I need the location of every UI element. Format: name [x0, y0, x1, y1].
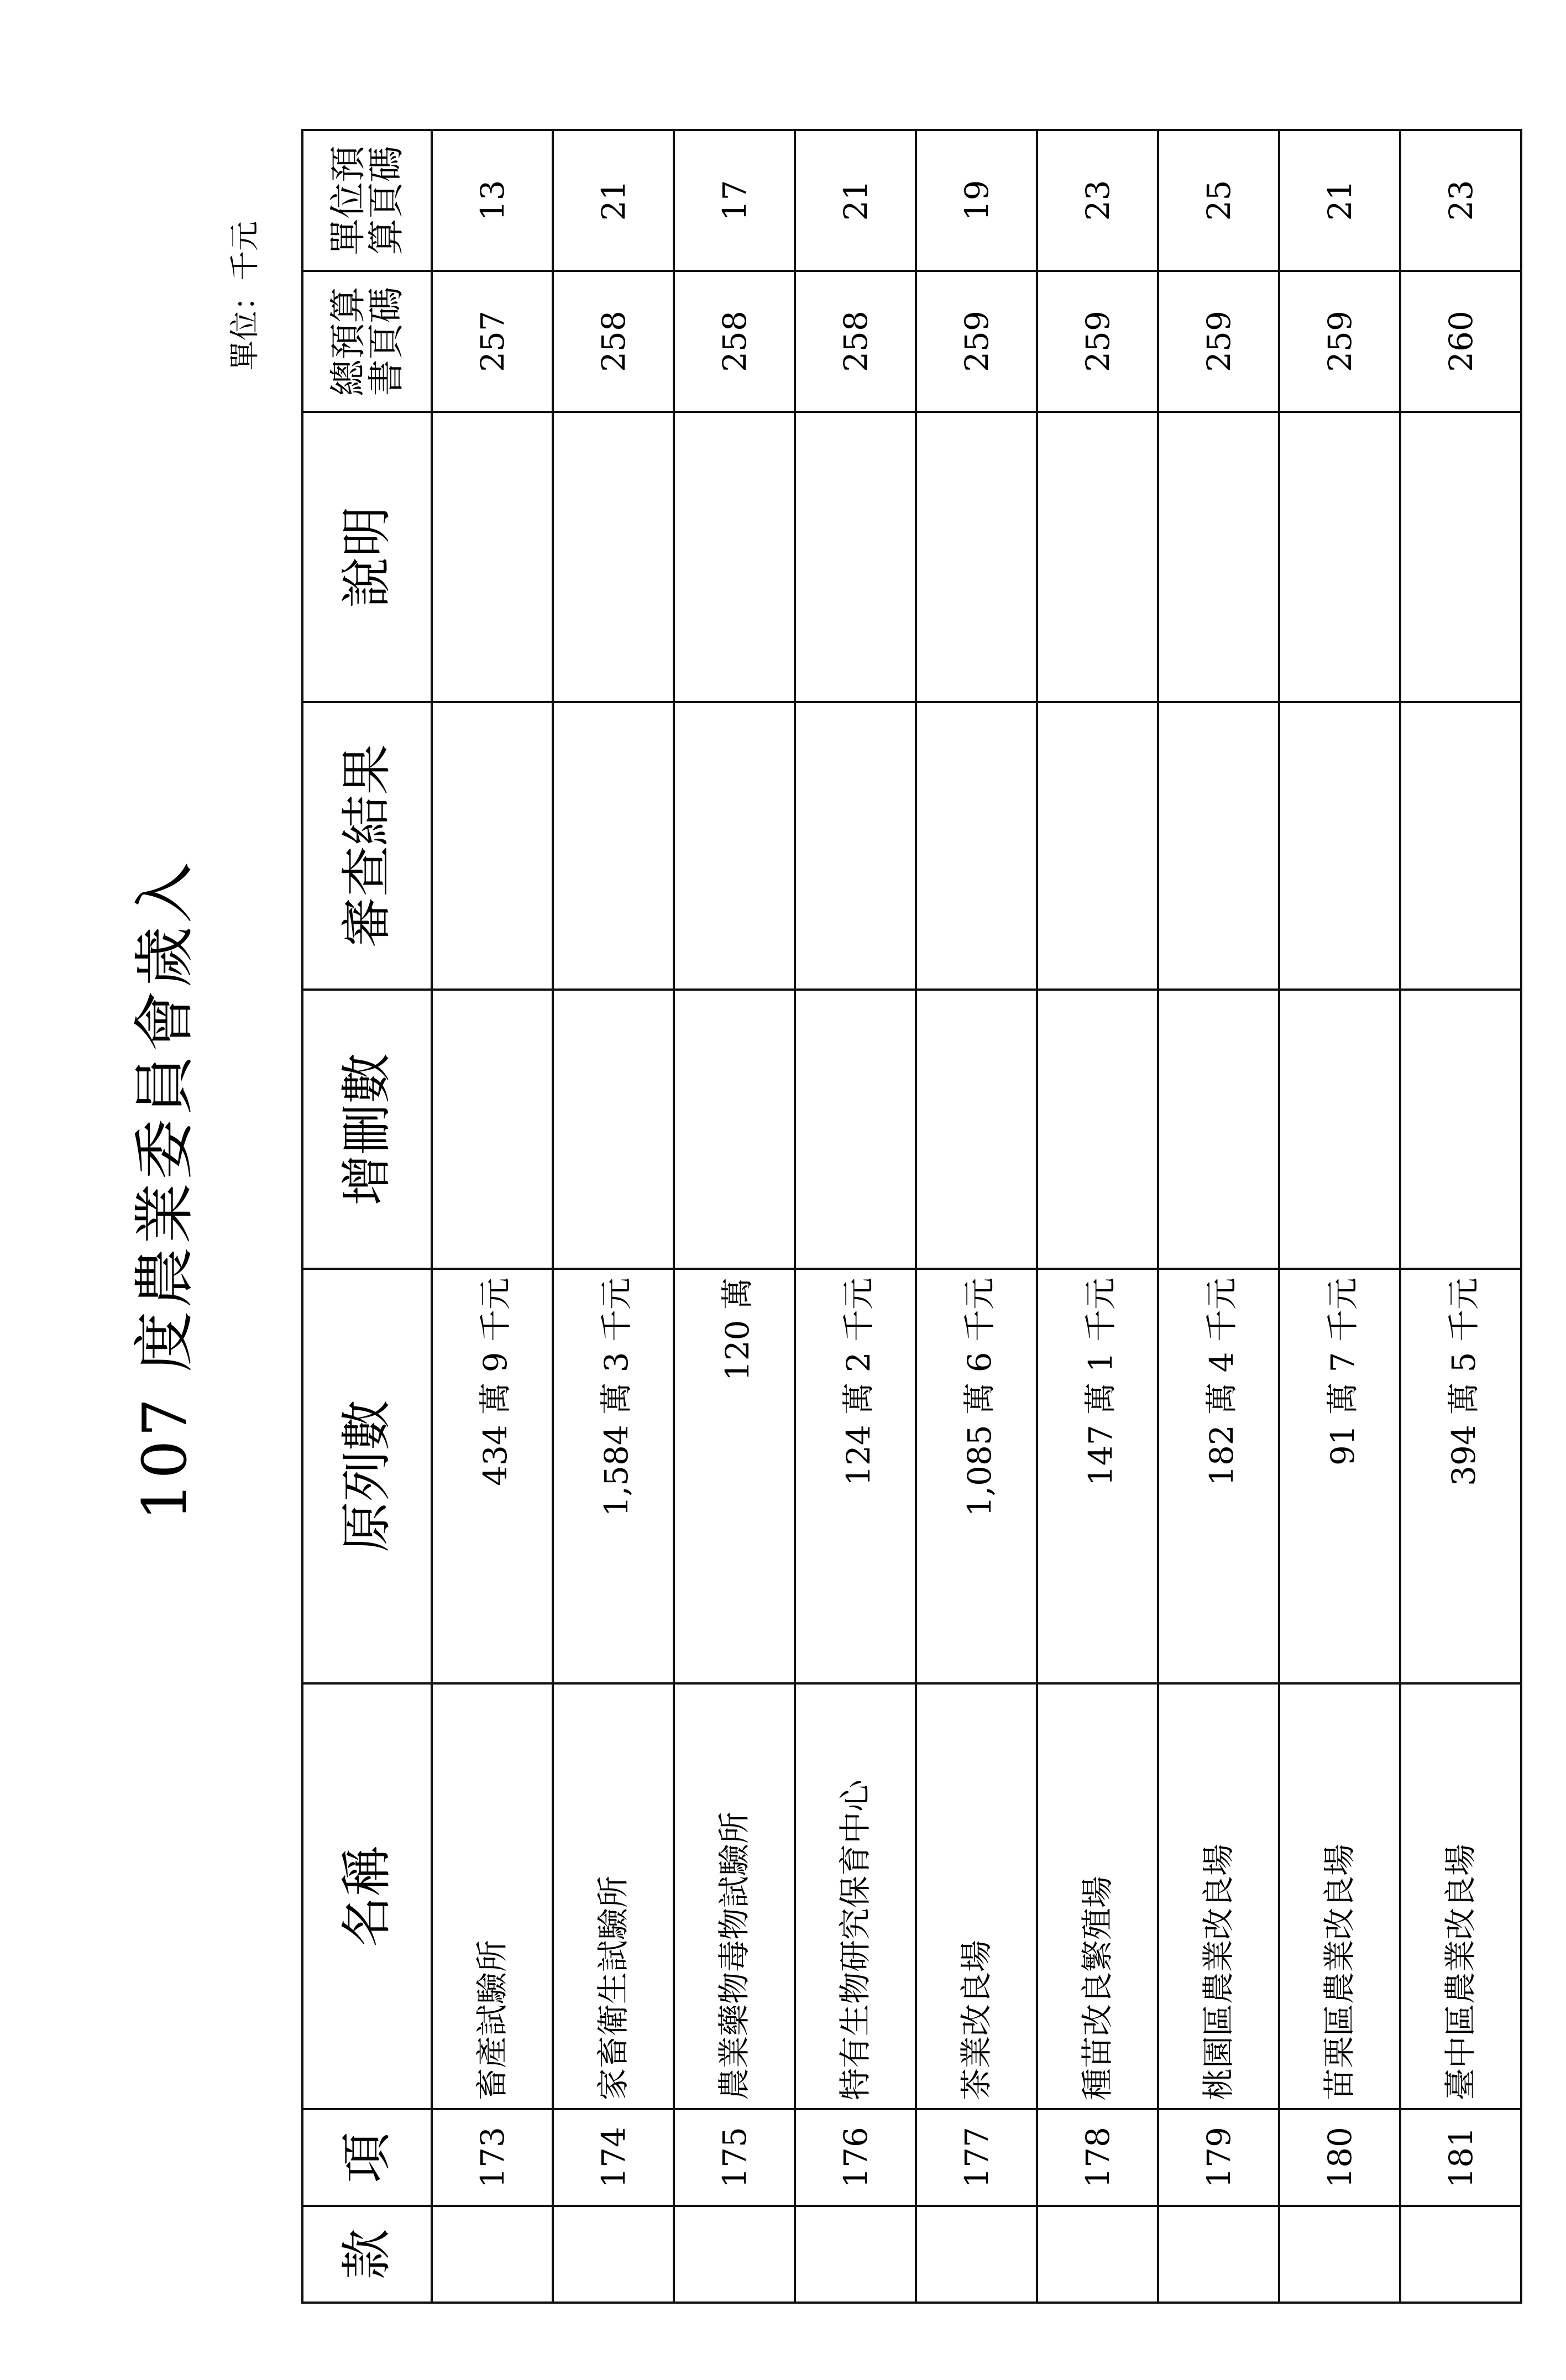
header-change: 增刪數 [302, 990, 432, 1269]
note-cell [916, 412, 1037, 702]
xiang-cell: 175 [674, 2109, 795, 2206]
result-cell [1037, 702, 1158, 990]
change-cell [432, 990, 553, 1269]
original-amount-cell: 1,584 萬 3 千元 [553, 1269, 674, 1683]
original-amount-cell: 120 萬 [674, 1269, 795, 1683]
kuan-cell [432, 2206, 553, 2303]
table-row [1037, 130, 1158, 2303]
original-amount-cell: 147 萬 1 千元 [1037, 1269, 1158, 1683]
xiang-cell: 173 [432, 2109, 553, 2206]
unit-page-cell: 23 [1400, 130, 1521, 271]
change-cell [1037, 990, 1158, 1269]
table-row [1400, 130, 1521, 2303]
table-row [1158, 130, 1279, 2303]
unit-page-cell: 21 [1279, 130, 1400, 271]
result-cell [1158, 702, 1279, 990]
name-cell: 特有生物研究保育中心 [795, 1683, 916, 2109]
change-cell [1279, 990, 1400, 1269]
name-cell: 茶業改良場 [916, 1683, 1037, 2109]
result-cell [916, 702, 1037, 990]
result-cell [1279, 702, 1400, 990]
total-page-cell: 260 [1400, 271, 1521, 412]
unit-page-cell: 17 [674, 130, 795, 271]
table-row [916, 130, 1037, 2303]
header-name: 名稱 [302, 1683, 432, 2109]
xiang-cell: 176 [795, 2109, 916, 2206]
total-page-cell: 258 [553, 271, 674, 412]
total-page-cell: 258 [674, 271, 795, 412]
result-cell [553, 702, 674, 990]
table-row [553, 130, 674, 2303]
unit-page-cell: 19 [916, 130, 1037, 271]
kuan-cell [916, 2206, 1037, 2303]
original-amount-cell: 1,085 萬 6 千元 [916, 1269, 1037, 1683]
name-cell: 臺中區農業改良場 [1400, 1683, 1521, 2109]
change-cell [553, 990, 674, 1269]
note-cell [795, 412, 916, 702]
name-cell: 桃園區農業改良場 [1158, 1683, 1279, 2109]
note-cell [432, 412, 553, 702]
header-unit-page: 單位預算頁碼 [302, 130, 432, 271]
kuan-cell [1037, 2206, 1158, 2303]
header-xiang: 項 [302, 2109, 432, 2206]
unit-page-cell: 25 [1158, 130, 1279, 271]
table-body [432, 130, 1521, 2303]
total-page-cell: 257 [432, 271, 553, 412]
name-cell: 畜產試驗所 [432, 1683, 553, 2109]
table-header-row [302, 130, 432, 2303]
xiang-cell: 179 [1158, 2109, 1279, 2206]
kuan-cell [1158, 2206, 1279, 2303]
result-cell [795, 702, 916, 990]
header-total-page: 總預算書頁碼 [302, 271, 432, 412]
xiang-cell: 174 [553, 2109, 674, 2206]
header-note: 說明 [302, 412, 432, 702]
original-amount-cell: 434 萬 9 千元 [432, 1269, 553, 1683]
unit-page-cell: 13 [432, 130, 553, 271]
xiang-cell: 177 [916, 2109, 1037, 2206]
change-cell [916, 990, 1037, 1269]
unit-page-cell: 21 [553, 130, 674, 271]
total-page-cell: 258 [795, 271, 916, 412]
note-cell [1158, 412, 1279, 702]
table-row [795, 130, 916, 2303]
note-cell [1279, 412, 1400, 702]
kuan-cell [674, 2206, 795, 2303]
total-page-cell: 259 [1037, 271, 1158, 412]
note-cell [553, 412, 674, 702]
total-page-cell: 259 [1279, 271, 1400, 412]
unit-label: 單位：千元 [227, 221, 262, 370]
change-cell [795, 990, 916, 1269]
table-row [432, 130, 553, 2303]
original-amount-cell: 394 萬 5 千元 [1400, 1269, 1521, 1683]
name-cell: 種苗改良繁殖場 [1037, 1683, 1158, 2109]
page-title: 107 度農業委員會歲入 [129, 859, 200, 1521]
xiang-cell: 178 [1037, 2109, 1158, 2206]
header-result: 審查結果 [302, 702, 432, 990]
kuan-cell [795, 2206, 916, 2303]
result-cell [1400, 702, 1521, 990]
note-cell [674, 412, 795, 702]
table-row [1279, 130, 1400, 2303]
note-cell [1400, 412, 1521, 702]
table-row [674, 130, 795, 2303]
kuan-cell [1400, 2206, 1521, 2303]
budget-table [301, 129, 1522, 2304]
name-cell: 苗栗區農業改良場 [1279, 1683, 1400, 2109]
original-amount-cell: 124 萬 2 千元 [795, 1269, 916, 1683]
result-cell [674, 702, 795, 990]
change-cell [1400, 990, 1521, 1269]
note-cell [1037, 412, 1158, 702]
kuan-cell [553, 2206, 674, 2303]
header-kuan: 款 [302, 2206, 432, 2303]
total-page-cell: 259 [916, 271, 1037, 412]
unit-page-cell: 21 [795, 130, 916, 271]
xiang-cell: 180 [1279, 2109, 1400, 2206]
result-cell [432, 702, 553, 990]
change-cell [674, 990, 795, 1269]
name-cell: 農業藥物毒物試驗所 [674, 1683, 795, 2109]
original-amount-cell: 182 萬 4 千元 [1158, 1269, 1279, 1683]
unit-page-cell: 23 [1037, 130, 1158, 271]
total-page-cell: 259 [1158, 271, 1279, 412]
xiang-cell: 181 [1400, 2109, 1521, 2206]
kuan-cell [1279, 2206, 1400, 2303]
change-cell [1158, 990, 1279, 1269]
header-original: 原列數 [302, 1269, 432, 1683]
name-cell: 家畜衛生試驗所 [553, 1683, 674, 2109]
original-amount-cell: 91 萬 7 千元 [1279, 1269, 1400, 1683]
